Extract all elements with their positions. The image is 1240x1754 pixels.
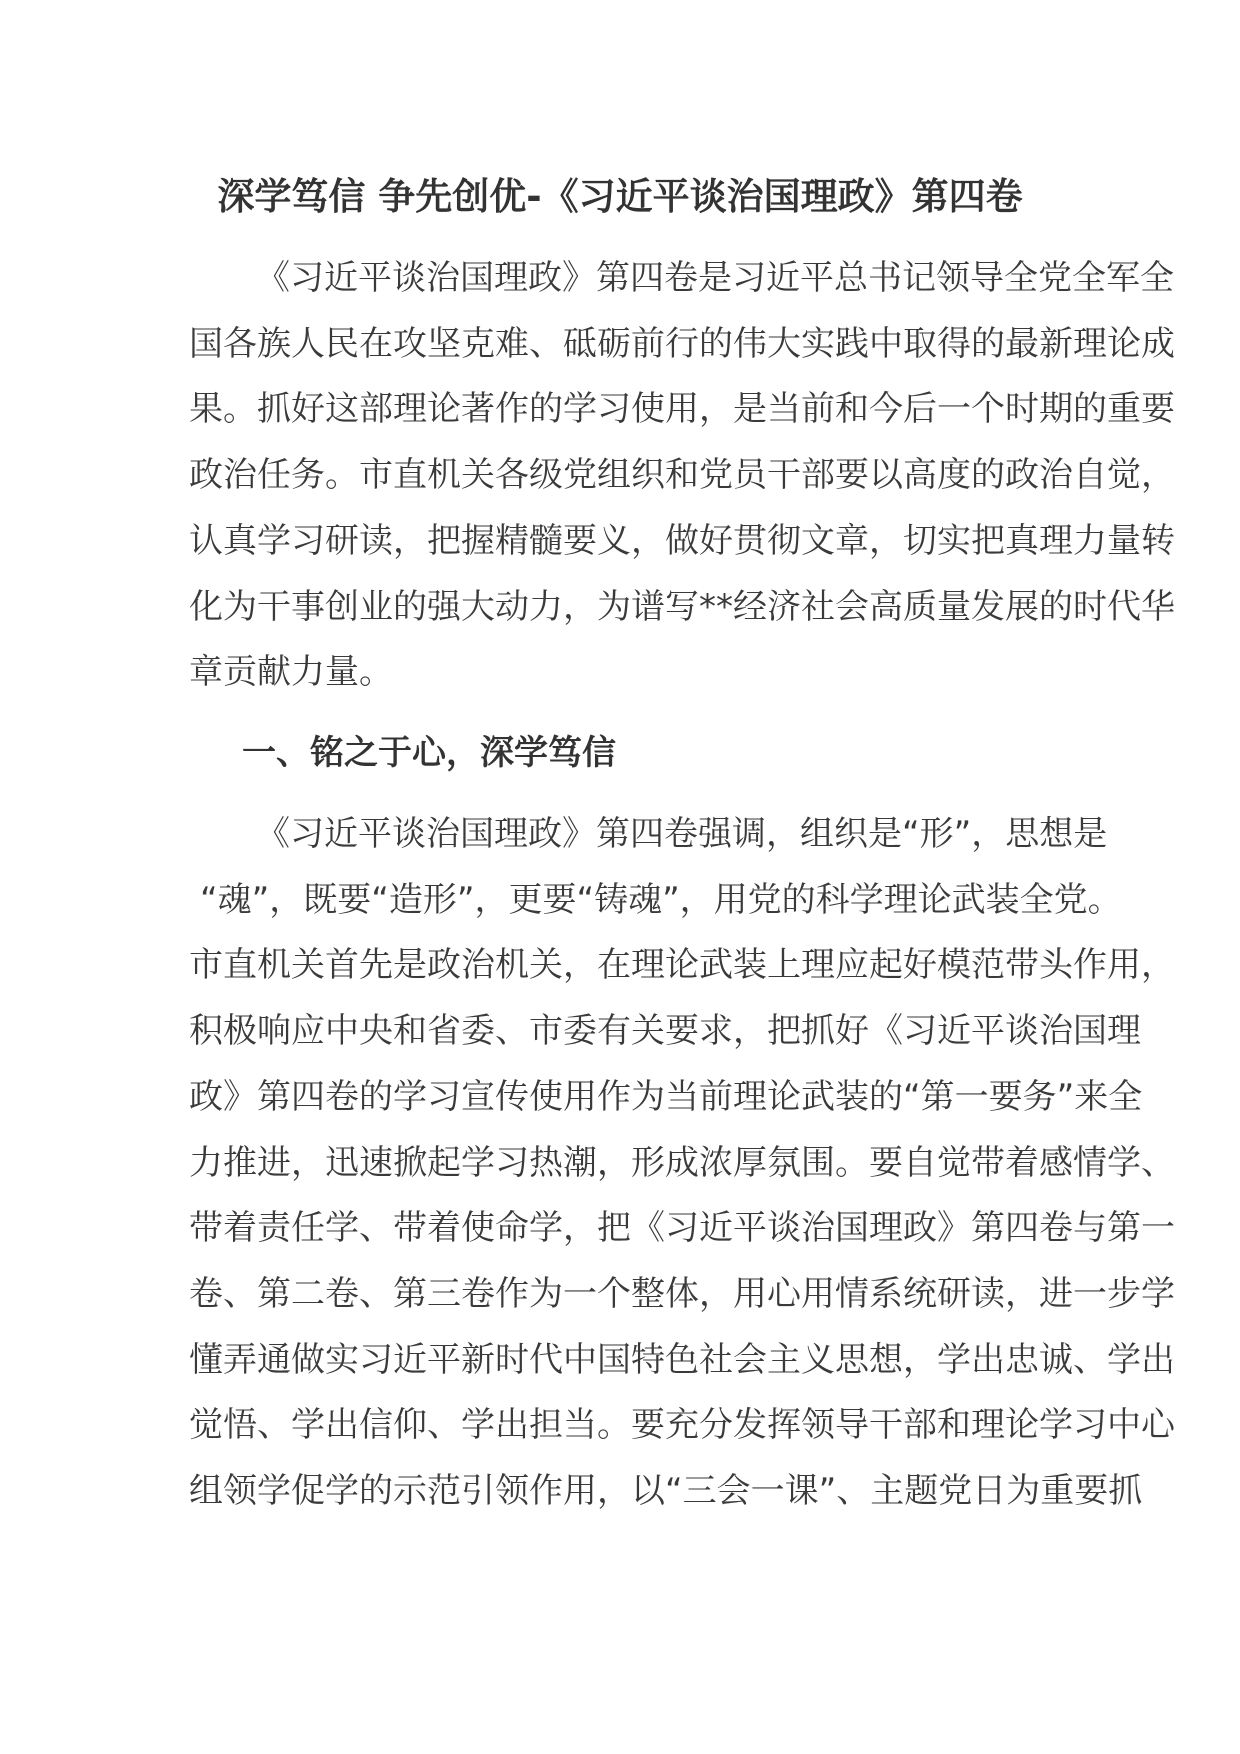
text-line: 市直机关首先是政治机关，在理论武装上理应起好模范带头作用， <box>189 945 1175 986</box>
text-line: 积极响应中央和省委、市委有关要求，把抓好《习近平谈治国理 <box>189 1011 1141 1052</box>
text-line: 力推进，迅速掀起学习热潮，形成浓厚氛围。要自觉带着感情学、 <box>189 1142 1175 1183</box>
text-line: 化为干事创业的强大动力，为谱写**经济社会高质量发展的时代华 <box>189 586 1175 627</box>
text-line: 带着责任学、带着使命学，把《习近平谈治国理政》第四卷与第一 <box>189 1208 1175 1249</box>
text-line: 政治任务。市直机关各级党组织和党员干部要以高度的政治自觉， <box>189 455 1175 496</box>
section-heading-1: 一、铭之于心，深学笃信 <box>242 733 616 773</box>
document-title: 深学笃信 争先创优-《习近平谈治国理政》第四卷 <box>217 175 1023 218</box>
text-line: 政》第四卷的学习宣传使用作为当前理论武装的“第一要务”来全 <box>189 1076 1143 1117</box>
text-line: 果。抓好这部理论著作的学习使用，是当前和今后一个时期的重要 <box>189 389 1175 430</box>
text-line: 认真学习研读，把握精髓要义，做好贯彻文章，切实把真理力量转 <box>189 520 1175 561</box>
text-line: 组领学促学的示范引领作用，以“三会一课”、主题党日为重要抓 <box>189 1471 1143 1511</box>
text-line: “魂”，既要“造形”，更要“铸魂”，用党的科学理论武装全党。 <box>200 879 1122 920</box>
text-line: 觉悟、学出信仰、学出担当。要充分发挥领导干部和理论学习中心 <box>189 1405 1175 1446</box>
text-line: 懂弄通做实习近平新时代中国特色社会主义思想，学出忠诚、学出 <box>189 1339 1175 1380</box>
text-line: 章贡献力量。 <box>189 652 393 693</box>
text-line: 《习近平谈治国理政》第四卷是习近平总书记领导全党全军全 <box>256 258 1174 298</box>
text-line: 《习近平谈治国理政》第四卷强调，组织是“形”，思想是 <box>256 814 1108 854</box>
text-line: 国各族人民在攻坚克难、砥砺前行的伟大实践中取得的最新理论成 <box>189 323 1175 364</box>
text-line: 卷、第二卷、第三卷作为一个整体，用心用情系统研读，进一步学 <box>189 1273 1175 1314</box>
